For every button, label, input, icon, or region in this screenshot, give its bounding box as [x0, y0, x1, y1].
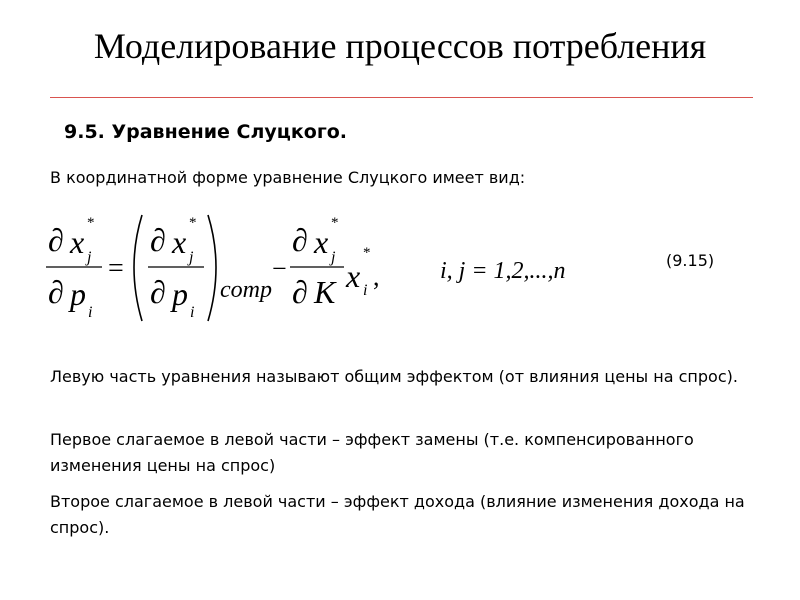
comp-subscript: comp: [220, 277, 272, 303]
rhs-sub-i: i: [363, 282, 368, 299]
inc-partial-bottom: ∂: [292, 274, 308, 310]
title-divider: [50, 97, 753, 98]
rhs-comma: ,: [373, 262, 380, 291]
paragraph-income-effect: Второе слагаемое в левой части – эффект дохода (влияние изменения дохода на спрос).: [50, 492, 745, 537]
paragraph-total-effect: Левую часть уравнения называют общим эффектом (от влияния цены на спрос).: [50, 367, 738, 386]
paragraph-substitution-effect: Первое слагаемое в левой части – эффект замены (т.е. компенсированного изменения цены на спрос): [50, 430, 694, 475]
lhs-sub-j: j: [87, 249, 92, 266]
lhs-p: p: [70, 276, 86, 312]
lhs-partial-bottom: ∂: [48, 274, 64, 310]
lhs-partial-top: ∂: [48, 222, 64, 258]
comp-p: p: [172, 276, 188, 312]
comp-sub-j: j: [189, 249, 194, 266]
inc-x: x: [314, 224, 329, 260]
inc-star: *: [331, 215, 339, 231]
inc-sub-j: j: [331, 249, 336, 266]
comp-partial-bottom: ∂: [150, 274, 166, 310]
rhs-x: x: [346, 258, 361, 294]
slutsky-equation: [40, 205, 600, 335]
section-heading: 9.5. Уравнение Слуцкого.: [64, 121, 348, 143]
slide-title: Моделирование процессов потребления: [93, 26, 707, 66]
comp-star: *: [189, 215, 197, 231]
lhs-x: x: [70, 224, 85, 260]
equation-svg: [40, 205, 600, 335]
comp-x: x: [172, 224, 187, 260]
comp-partial-top: ∂: [150, 222, 166, 258]
left-paren: [134, 215, 142, 321]
lhs-sub-i: i: [88, 304, 93, 321]
comp-sub-i: i: [190, 304, 195, 321]
index-range: i, j = 1,2,...,n: [440, 258, 566, 284]
minus-sign: −: [272, 254, 287, 283]
right-paren: [208, 215, 216, 321]
inc-partial-top: ∂: [292, 222, 308, 258]
inc-K: K: [314, 274, 336, 310]
intro-text: В координатной форме уравнение Слуцкого имеет вид:: [50, 168, 526, 187]
equals-sign: =: [108, 253, 124, 284]
rhs-star: *: [363, 245, 371, 261]
lhs-star: *: [87, 215, 95, 231]
equation-number: (9.15): [666, 251, 715, 270]
